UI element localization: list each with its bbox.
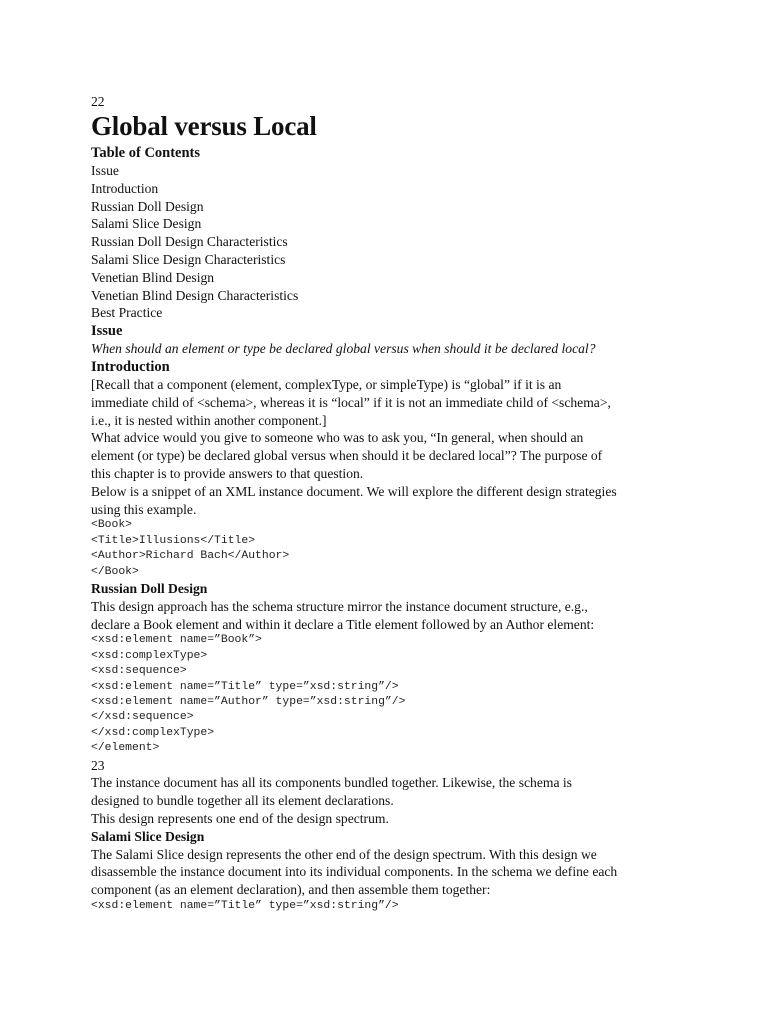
paragraph-line: [Recall that a component (element, complexType, or simpleType) is “global” if it is an bbox=[91, 376, 562, 392]
code-line: <xsd:element name=”Book”> bbox=[91, 634, 262, 647]
code-line: <xsd:element name=”Title” type=”xsd:string”/> bbox=[91, 899, 399, 912]
toc-item-best-practice[interactable]: Best Practice bbox=[91, 305, 163, 321]
page-title: Global versus Local bbox=[91, 111, 317, 141]
paragraph-line: element (or type) be declared global versus when should it be declared local”? The purpose of bbox=[91, 448, 603, 464]
toc-item-issue[interactable]: Issue bbox=[91, 163, 119, 178]
paragraph-line: immediate child of <schema>, whereas it is “local” if it is not an immediate child of <schema>, bbox=[91, 394, 611, 410]
xml-instance-code-block bbox=[91, 518, 691, 580]
intro-paragraph-advice bbox=[91, 429, 691, 482]
code-line: <Title>Illusions</Title> bbox=[91, 534, 256, 547]
intro-paragraph-snippet bbox=[91, 483, 691, 519]
paragraph-line: using this example. bbox=[91, 501, 197, 517]
code-line: <xsd:element name=”Title” type=”xsd:string”/> bbox=[91, 680, 399, 693]
code-line: <Author>Richard Bach</Author> bbox=[91, 550, 290, 563]
paragraph-line: i.e., it is nested within another component.] bbox=[91, 412, 327, 428]
paragraph-line: This design approach has the schema structure mirror the instance document structure, e.g., bbox=[91, 598, 588, 614]
toc-item-venetian-blind-design[interactable]: Venetian Blind Design bbox=[91, 269, 215, 285]
code-line: <Book> bbox=[91, 519, 133, 532]
introduction-heading: Introduction bbox=[91, 358, 170, 375]
issue-heading: Issue bbox=[91, 323, 123, 340]
russian-doll-heading: Russian Doll Design bbox=[91, 580, 208, 596]
russian-doll-spectrum-paragraph bbox=[91, 810, 691, 828]
paragraph-line: this chapter is to provide answers to that question. bbox=[91, 465, 364, 481]
page-number: 22 bbox=[91, 94, 105, 109]
code-line: <xsd:complexType> bbox=[91, 649, 208, 662]
toc-item-russian-doll-design[interactable]: Russian Doll Design bbox=[91, 198, 204, 214]
code-line: </element> bbox=[91, 742, 160, 755]
toc-item-salami-slice-design[interactable]: Salami Slice Design bbox=[91, 216, 202, 232]
paragraph-line: declare a Book element and within it declare a Title element followed by an Author element: bbox=[91, 616, 595, 632]
salami-slice-heading: Salami Slice Design bbox=[91, 828, 205, 844]
russian-doll-schema-code-block bbox=[91, 633, 691, 756]
salami-slice-code-block bbox=[91, 899, 691, 914]
paragraph-line: The instance document has all its components bundled together. Likewise, the schema is bbox=[91, 775, 572, 791]
toc-heading: Table of Contents bbox=[91, 145, 201, 161]
paragraph-line: component (as an element declaration), and then assemble them together: bbox=[91, 882, 491, 898]
toc-item-introduction[interactable]: Introduction bbox=[91, 180, 159, 196]
toc-item-venetian-blind-characteristics[interactable]: Venetian Blind Design Characteristics bbox=[91, 287, 299, 303]
code-line: </xsd:sequence> bbox=[91, 711, 194, 724]
issue-question: When should an element or type be declared global versus when should it be declared local? bbox=[91, 341, 596, 357]
page-number-23: 23 bbox=[91, 757, 105, 773]
paragraph-line: Below is a snippet of an XML instance document. We will explore the different design strategies bbox=[91, 483, 617, 499]
paragraph-line: disassemble the instance document into its individual components. In the schema we define each bbox=[91, 864, 618, 880]
paragraph-line: designed to bundle together all its element declarations. bbox=[91, 793, 394, 809]
code-line: <xsd:element name=”Author” type=”xsd:string”/> bbox=[91, 695, 406, 708]
salami-slice-paragraph bbox=[91, 846, 691, 899]
russian-doll-paragraph bbox=[91, 598, 691, 634]
russian-doll-bundled-paragraph bbox=[91, 774, 691, 810]
paragraph-line: What advice would you give to someone who was to ask you, “In general, when should an bbox=[91, 430, 584, 446]
table-of-contents bbox=[91, 162, 691, 322]
paragraph-line: This design represents one end of the design spectrum. bbox=[91, 811, 389, 826]
toc-item-salami-slice-characteristics[interactable]: Salami Slice Design Characteristics bbox=[91, 251, 286, 267]
toc-item-russian-doll-characteristics[interactable]: Russian Doll Design Characteristics bbox=[91, 234, 288, 250]
code-line: </Book> bbox=[91, 565, 139, 578]
code-line: </xsd:complexType> bbox=[91, 726, 215, 739]
code-line: <xsd:sequence> bbox=[91, 665, 187, 678]
paragraph-line: The Salami Slice design represents the other end of the design spectrum. With this design we bbox=[91, 846, 597, 862]
intro-paragraph-recall bbox=[91, 376, 691, 429]
document-page bbox=[91, 93, 691, 914]
